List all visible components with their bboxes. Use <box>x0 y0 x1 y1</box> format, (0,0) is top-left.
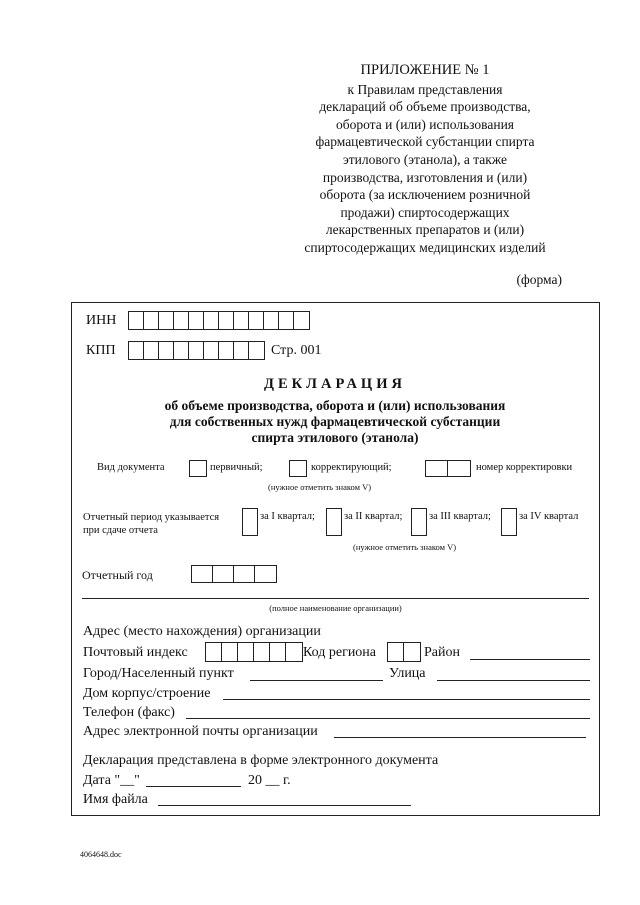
year-suffix-label: г. <box>283 773 291 788</box>
doc-type-hint: (нужное отметить знаком V) <box>268 482 372 492</box>
header-line: спиртосодержащих медицинских изделий <box>304 239 546 255</box>
primary-label: первичный; <box>210 462 263 473</box>
date-label: Дата <box>83 773 111 788</box>
q3-label: за III квартал; <box>429 511 491 522</box>
building-line[interactable] <box>223 699 590 700</box>
kpp-label: КПП <box>86 343 116 358</box>
q1-label: за I квартал; <box>260 511 315 522</box>
year-blank[interactable]: __ <box>265 773 280 788</box>
year-suffix <box>248 773 291 789</box>
appendix-title: ПРИЛОЖЕНИЕ № 1 <box>360 62 490 78</box>
header-line: лекарственных препаратов и (или) <box>325 222 525 238</box>
footer-doc-id: 4064648.doc <box>80 850 122 859</box>
header-line: продажи) спиртосодержащих <box>340 204 510 220</box>
street-line[interactable] <box>437 680 590 681</box>
district-label: Район <box>424 645 460 660</box>
form-note: (форма) <box>516 272 562 287</box>
declaration-subtitle: об объеме производства, оборота и (или) использования <box>164 398 506 413</box>
declaration-subtitle: спирта этилового (этанола) <box>251 430 419 445</box>
corrective-label: корректирующий; <box>311 462 392 473</box>
declaration-subtitle: для собственных нужд фармацевтической субстанции <box>169 414 501 429</box>
year-prefix: 20 <box>248 773 262 788</box>
period-label-2: при сдаче отчета <box>83 525 158 536</box>
corrective-checkbox[interactable] <box>289 460 307 477</box>
header-line: к Правилам представления <box>347 81 503 97</box>
email-line[interactable] <box>334 737 586 738</box>
region-code-label: Код региона <box>303 645 377 660</box>
year-cells[interactable] <box>191 565 277 583</box>
date-day-blank[interactable]: __ <box>120 773 135 788</box>
electronic-statement: Декларация представлена в форме электронного документа <box>83 753 439 768</box>
date-quote-open: " <box>114 773 121 788</box>
street-label: Улица <box>389 666 426 681</box>
q4-checkbox[interactable] <box>501 508 517 536</box>
header-line: фармацевтической субстанции спирта <box>315 134 535 150</box>
doc-type-label: Вид документа <box>97 462 165 473</box>
q2-checkbox[interactable] <box>326 508 342 536</box>
phone-label: Телефон (факс) <box>83 705 175 720</box>
header-line: оборота (за исключением розничной <box>319 187 531 203</box>
postal-index-cells[interactable] <box>205 642 303 662</box>
period-hint: (нужное отметить знаком V) <box>353 542 457 552</box>
q2-label: за II квартал; <box>344 511 403 522</box>
date-row <box>83 773 140 789</box>
period-label: Отчетный период указывается <box>83 512 220 523</box>
filename-line[interactable] <box>158 805 411 806</box>
city-label: Город/Населенный пункт <box>83 666 234 681</box>
building-label: Дом корпус/строение <box>83 686 211 701</box>
correction-number-cells[interactable] <box>425 460 471 477</box>
org-name-caption: (полное наименование организации) <box>269 603 402 613</box>
correction-number-label: номер корректировки <box>476 462 573 473</box>
appendix-header <box>270 62 580 257</box>
date-quote-close: " <box>134 773 140 788</box>
district-line[interactable] <box>470 659 590 660</box>
declaration-title: ДЕКЛАРАЦИЯ <box>264 376 406 392</box>
year-label: Отчетный год <box>82 568 153 582</box>
phone-line[interactable] <box>186 718 590 719</box>
filename-label: Имя файла <box>83 792 148 807</box>
header-line: оборота и (или) использования <box>335 116 515 132</box>
q1-checkbox[interactable] <box>242 508 258 536</box>
inn-label: ИНН <box>86 313 117 328</box>
org-name-line[interactable] <box>82 598 589 599</box>
region-code-cells[interactable] <box>387 642 421 662</box>
city-line[interactable] <box>250 680 383 681</box>
header-line: производства, изготовления и (или) <box>322 169 528 185</box>
date-month-line[interactable] <box>146 786 241 787</box>
header-line: деклараций об объеме производства, <box>319 99 531 115</box>
inn-cells[interactable] <box>128 311 310 330</box>
q4-label: за IV квартал <box>519 511 579 522</box>
page-number: Стр. 001 <box>271 343 322 358</box>
address-heading: Адрес (место нахождения) организации <box>83 624 321 639</box>
email-label: Адрес электронной почты организации <box>83 724 318 739</box>
postal-index-label: Почтовый индекс <box>83 645 188 660</box>
q3-checkbox[interactable] <box>411 508 427 536</box>
kpp-cells[interactable] <box>128 341 265 360</box>
primary-checkbox[interactable] <box>189 460 207 477</box>
header-line: этилового (этанола), а также <box>342 151 507 167</box>
